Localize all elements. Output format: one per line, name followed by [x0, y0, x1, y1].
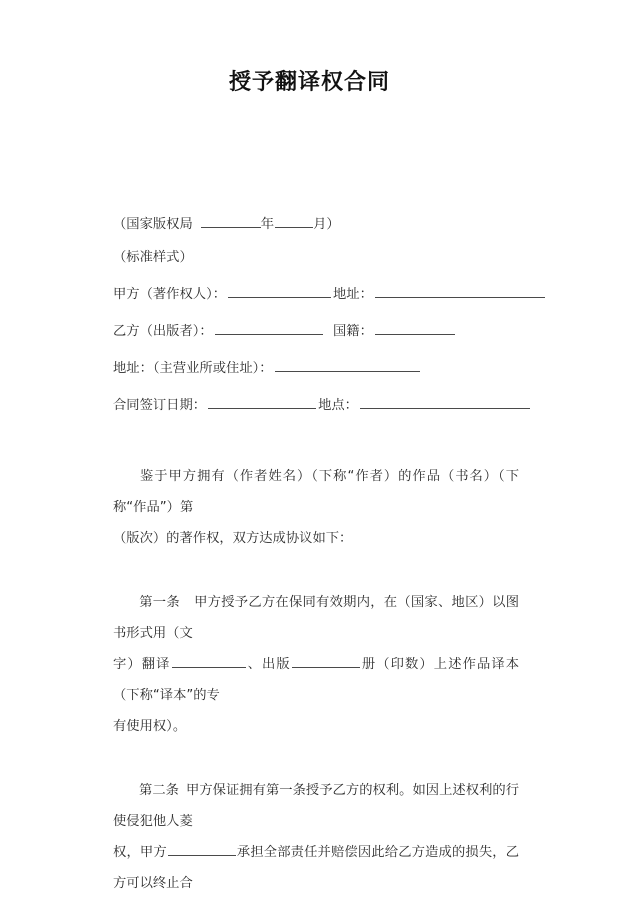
- document-body: [113, 214, 519, 899]
- article-1-line-2-part-b: 、出版: [246, 657, 291, 672]
- style-note-line: [113, 251, 519, 265]
- party-a-input[interactable]: [228, 284, 331, 298]
- signing-row: [113, 395, 519, 413]
- month-unit-label: 月）: [313, 217, 340, 232]
- article-2-line-2-part-a: 权，甲方: [113, 845, 167, 860]
- preamble-line-1: [113, 461, 519, 523]
- signing-date-input[interactable]: [208, 395, 316, 409]
- publish-copies-blank[interactable]: [292, 654, 360, 668]
- year-unit-label: 年: [260, 217, 275, 232]
- month-blank[interactable]: [275, 214, 313, 228]
- article-2-line-2-part-b: 承担全部责任并赔偿因此给乙方造成的损失，乙方可以终止合: [113, 845, 520, 891]
- liability-party-blank[interactable]: [168, 842, 236, 856]
- article-1-number: 第一条: [139, 595, 180, 610]
- party-b-input[interactable]: [215, 321, 323, 335]
- preamble-line-1-text: 鉴于甲方拥有（作者姓名）（下称“作者）的作品（书名）（下称“作品”）第: [113, 469, 519, 515]
- party-b-nationality-input[interactable]: [375, 321, 455, 335]
- page-title: 授予翻译权合同: [228, 70, 390, 95]
- article-1-line-2: [113, 649, 519, 711]
- preamble-line-2: [113, 523, 519, 554]
- year-blank[interactable]: [201, 214, 261, 228]
- article-2-number: 第二条: [139, 783, 179, 798]
- style-note-label: （标准样式）: [113, 250, 193, 265]
- party-b-row: [113, 321, 519, 339]
- party-a-address-label: 地址：: [333, 287, 373, 302]
- article-2-line-1: [113, 775, 519, 837]
- authority-date-line: [113, 214, 519, 232]
- article-1-line-3-text: 有使用权）。: [113, 719, 187, 734]
- article-1-line-2-part-c: 册（印数）上述作品译本（下称“译本”的专: [113, 657, 520, 703]
- article-2-line-2: [113, 837, 519, 899]
- business-address-label: 地址：（主营业所或住址）：: [113, 361, 273, 376]
- authority-label: （国家版权局: [113, 217, 193, 232]
- business-address-input[interactable]: [275, 358, 420, 372]
- article-1-line-2-part-a: 字）翻译: [113, 657, 171, 672]
- party-b-nationality-label: 国籍：: [333, 324, 373, 339]
- article-1-line-1: [113, 587, 519, 649]
- signing-place-label: 地点：: [318, 398, 358, 413]
- preamble-paragraph: [113, 461, 519, 554]
- party-a-row: [113, 284, 519, 302]
- article-1: [113, 587, 519, 742]
- business-address-row: [113, 358, 519, 376]
- translate-copies-blank[interactable]: [172, 654, 246, 668]
- article-2: [113, 775, 519, 899]
- article-1-line-3: [113, 711, 519, 742]
- party-b-label: 乙方（出版者）：: [113, 324, 213, 339]
- signing-place-input[interactable]: [360, 395, 530, 409]
- preamble-line-2-text: （版次）的著作权，双方达成协议如下：: [113, 531, 353, 546]
- article-1-line-1-text: 甲方授予乙方在保同有效期内，在（国家、地区）以图书形式用（文: [113, 595, 520, 641]
- signing-date-label: 合同签订日期：: [113, 398, 207, 413]
- party-a-address-input[interactable]: [375, 284, 545, 298]
- article-2-line-1-text: 甲方保证拥有第一条授予乙方的权利。如因上述权利的行使侵犯他人菱: [113, 783, 520, 829]
- party-a-label: 甲方（著作权人）：: [113, 287, 227, 302]
